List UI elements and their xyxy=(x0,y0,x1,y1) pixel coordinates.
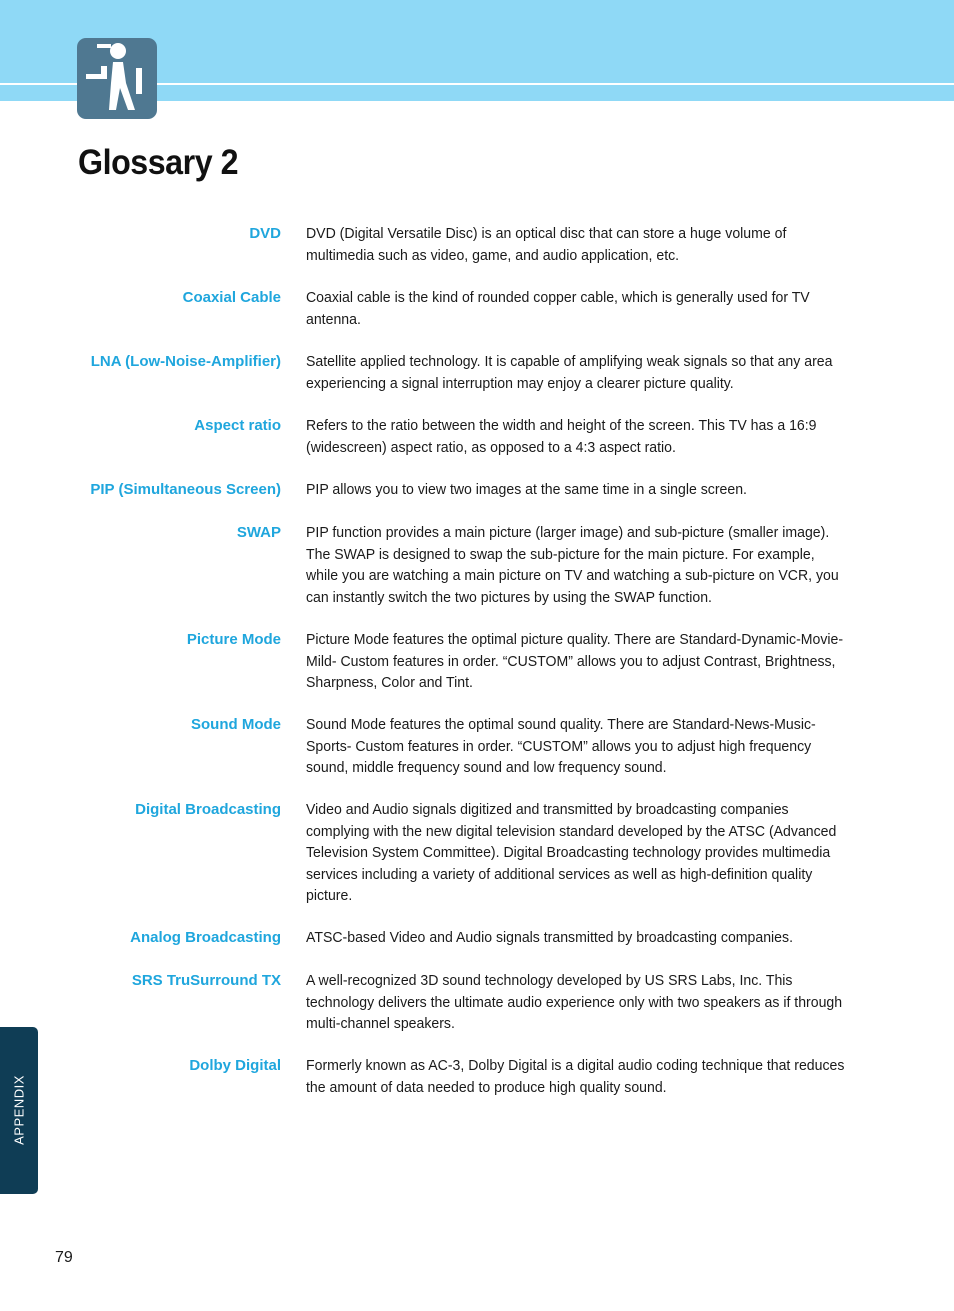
glossary-definition: PIP function provides a main picture (larger image) and sub-picture (smaller image). The SWAP is designed to swap the sub-picture for the main picture. For example, while you are watching a main picture on TV and watching a sub-picture on VCR, you can instantly switch the two pictures by using the SWAP function. xyxy=(306,524,839,606)
glossary-definition: Formerly known as AC-3, Dolby Digital is a digital audio coding technique that reduces the amount of data needed to produce high quality sound. xyxy=(306,1057,845,1096)
glossary-term: SWAP xyxy=(236,524,281,541)
glossary-term: Digital Broadcasting xyxy=(135,801,281,818)
glossary-definition: DVD (Digital Versatile Disc) is an optical disc that can store a huge volume of multimedia such as video, game, and audio application, etc. xyxy=(306,225,787,264)
glossary-term: Dolby Digital xyxy=(189,1057,281,1074)
glossary-term: Analog Broadcasting xyxy=(130,929,281,946)
person-standing-icon xyxy=(77,38,157,119)
glossary-term: Sound Mode xyxy=(191,716,281,733)
section-tab-label: APPENDIX xyxy=(11,1075,27,1145)
glossary-term: SRS TruSurround TX xyxy=(131,972,281,989)
glossary-definition: Video and Audio signals digitized and transmitted by broadcasting companies complying with the new digital television standard developed by the ATSC (Advanced Television System Committee). Digital Broadcasting technology provides multimedia services including a variety of additional services as well as high-definition quality picture. xyxy=(306,801,837,904)
glossary-term: PIP (Simultaneous Screen) xyxy=(90,481,281,498)
glossary-definition: A well-recognized 3D sound technology developed by US SRS Labs, Inc. This technology delivers the ultimate audio experience only with two speakers as if through multi-channel speakers. xyxy=(306,972,843,1032)
glossary-term: LNA (Low-Noise-Amplifier) xyxy=(90,353,281,370)
glossary-definition: PIP allows you to view two images at the same time in a single screen. xyxy=(306,481,747,498)
glossary-definition: ATSC-based Video and Audio signals transmitted by broadcasting companies. xyxy=(306,929,794,946)
glossary-term: Aspect ratio xyxy=(194,417,281,434)
page-title: Glossary 2 xyxy=(78,143,239,182)
glossary-definition: Satellite applied technology. It is capable of amplifying weak signals so that any area experiencing a signal interruption may enjoy a clearer picture quality. xyxy=(306,353,833,392)
glossary-definition: Sound Mode features the optimal sound quality. There are Standard-News-Music-Sports- Custom features in order. “CUSTOM” allows you to adjust high frequency sound, middle frequency sound and low frequency sound. xyxy=(306,716,816,776)
page-number: 79 xyxy=(55,1249,73,1266)
glossary-term: Picture Mode xyxy=(186,631,281,648)
glossary-term: DVD xyxy=(249,225,281,242)
glossary-definition: Refers to the ratio between the width and height of the screen. This TV has a 16:9 (widescreen) aspect ratio, as opposed to a 4:3 aspect ratio. xyxy=(306,417,817,456)
glossary-definition: Picture Mode features the optimal picture quality. There are Standard-Dynamic-Movie-Mild- Custom features in order. “CUSTOM” allows you to adjust Contrast, Brightness, Sharpness, Color and Tint. xyxy=(306,631,844,691)
glossary-definition: Coaxial cable is the kind of rounded copper cable, which is generally used for TV antenna. xyxy=(306,289,810,328)
glossary-term: Coaxial Cable xyxy=(182,289,281,306)
